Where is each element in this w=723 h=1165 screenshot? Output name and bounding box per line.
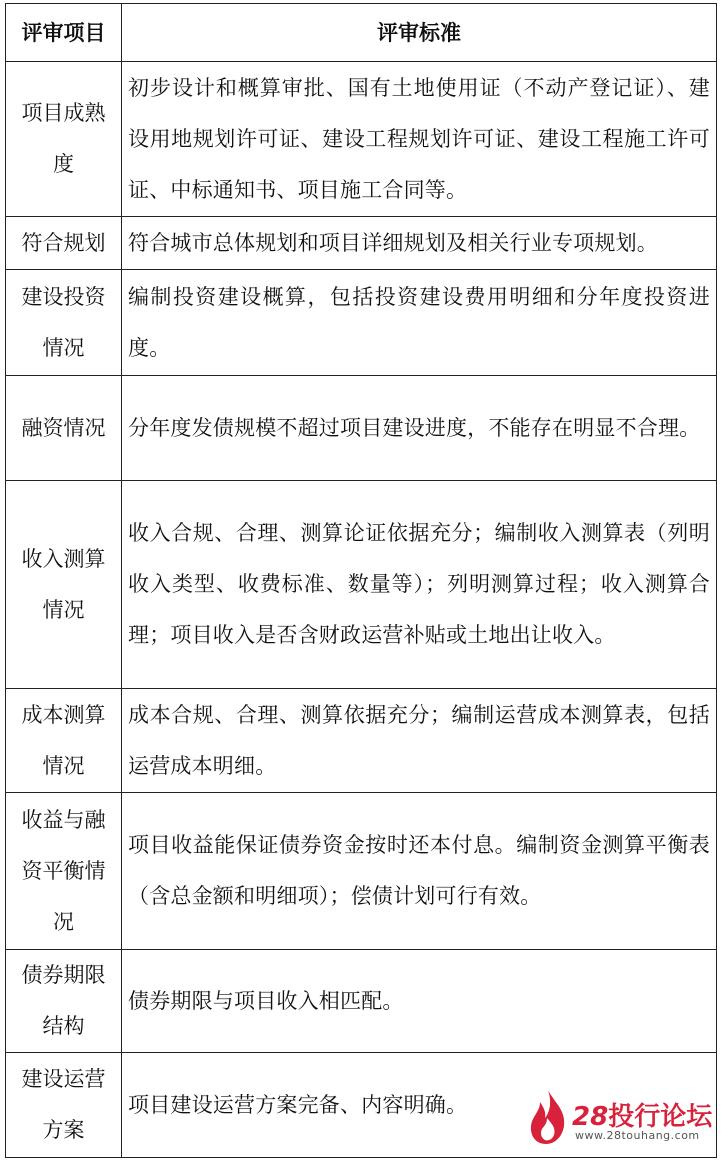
table-row — [6, 950, 717, 1053]
row-standard: 初步设计和概算审批、国有土地使用证（不动产登记证）、建设用地规划许可证、建设工程规划许可证、建设工程施工许可证、中标通知书、项目施工合同等。 — [122, 62, 717, 217]
header-item: 评审项目 — [6, 4, 122, 62]
review-criteria-table — [5, 3, 717, 1158]
row-standard: 分年度发债规模不超过项目建设进度，不能存在明显不合理。 — [122, 376, 717, 481]
brand-text: 投行论坛 — [608, 1102, 713, 1132]
row-item: 收益与融资平衡情况 — [6, 793, 122, 950]
row-item: 成本测算情况 — [6, 689, 122, 793]
table-row — [6, 793, 717, 950]
row-item: 收入测算情况 — [6, 481, 122, 689]
row-standard: 成本合规、合理、测算依据充分；编制运营成本测算表，包括运营成本明细。 — [122, 689, 717, 793]
row-standard: 项目收益能保证债券资金按时还本付息。编制资金测算平衡表（含总金额和明细项）；偿债计划可行有效。 — [122, 793, 717, 950]
table-header-row — [6, 4, 717, 62]
row-item: 债券期限结构 — [6, 950, 122, 1053]
row-standard: 编制投资建设概算，包括投资建设费用明细和分年度投资进度。 — [122, 270, 717, 376]
row-standard: 债券期限与项目收入相匹配。 — [122, 950, 717, 1053]
row-item: 建设投资情况 — [6, 270, 122, 376]
row-item: 项目成熟度 — [6, 62, 122, 217]
flame-icon — [528, 1088, 568, 1146]
brand-number: 28 — [572, 1102, 609, 1132]
row-item: 建设运营方案 — [6, 1053, 122, 1158]
watermark-url: www.28touhang.com — [575, 1129, 700, 1142]
table-row — [6, 481, 717, 689]
table-row — [6, 376, 717, 481]
table-row — [6, 270, 717, 376]
watermark-brand — [572, 1096, 712, 1133]
watermark-logo — [528, 1086, 713, 1150]
row-item: 符合规划 — [6, 217, 122, 270]
header-standard: 评审标准 — [122, 4, 717, 62]
row-standard: 符合城市总体规划和项目详细规划及相关行业专项规划。 — [122, 217, 717, 270]
table-row — [6, 62, 717, 217]
row-standard: 收入合规、合理、测算论证依据充分；编制收入测算表（列明收入类型、收费标准、数量等）；列明测算过程；收入测算合理；项目收入是否含财政运营补贴或土地出让收入。 — [122, 481, 717, 689]
row-standard: 项目建设运营方案完备、内容明确。 — [122, 1053, 717, 1158]
table-row — [6, 689, 717, 793]
table-row — [6, 217, 717, 270]
row-item: 融资情况 — [6, 376, 122, 481]
